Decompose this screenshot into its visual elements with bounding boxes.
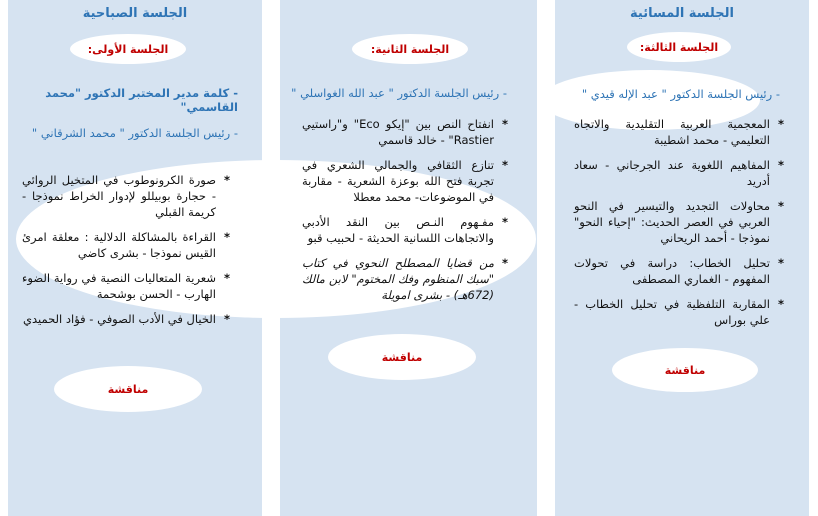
second-talks-list (302, 116, 508, 312)
list-item: * المفاهيم اللغوية عند الجرجاني - سعاد أدريد (574, 157, 784, 189)
list-item: * محاولات التجديد والتيسير في النحو العربي في العصر الحديث: "إحياء النحو" نموذجا - أحمد الريحاني (574, 198, 784, 246)
second-session-oval (352, 34, 468, 64)
list-item: * مفـهوم النـص بين النقد الأدبي والاتجاهات اللسانية الحديثة - لحبيب قبو (302, 214, 508, 246)
discussion-label: مناقشة (664, 363, 706, 377)
third-session-oval (627, 32, 731, 62)
morning-chair: - رئيس الجلسة الدكتور " محمد الشرقاني " (31, 126, 238, 140)
discussion-label: مناقشة (381, 350, 423, 364)
list-item: * المقاربة التلفظية في تحليل الخطاب - علي بوراس (574, 296, 784, 328)
first-session-oval (70, 34, 186, 64)
evening-chair: - رئيس الجلسة الدكتور " عبد الإله قيدي " (581, 87, 780, 101)
second-chair: - رئيس الجلسة الدكتور " عبد الله الغواسلي " (291, 86, 507, 100)
list-item: * من قضايا المصطلح النحوي في كتاب "سبك المنظوم وفك المختوم" لابن مالك (672هـ) - بشرى امويلة (302, 255, 508, 303)
list-item: * صورة الكرونوطوب في المتخيل الروائي - حجارة بوبيللو لإدوار الخراط نموذجا - كريمة القبلي (22, 172, 230, 220)
morning-talks-list (22, 172, 230, 336)
list-item: * المعجمية العربية التقليدية والاتجاه التعليمي - محمد اشطيبة (574, 116, 784, 148)
second-discussion-oval (328, 334, 476, 380)
morning-session-title: الجلسة الصباحية (82, 6, 188, 21)
list-item: * الخيال في الأدب الصوفي - فؤاد الحميدي (22, 311, 230, 327)
list-item: * انفتاح النص بين "إيكو Eco" و"راستيي Rastier" - خالد قاسمي (302, 116, 508, 148)
morning-discussion-oval (54, 366, 202, 412)
second-session-label: الجلسة الثانية: (370, 42, 450, 56)
list-item: * شعرية المتعاليات النصية في رواية الضوء الهارب - الحسن بوشحمة (22, 270, 230, 302)
list-item: * تنازع الثقافي والجمالي الشعري في تجربة فتح الله بوعزة الشعرية - مقاربة في الموضوعات- محمد معطلا (302, 157, 508, 205)
list-item: * القراءة بالمشاكلة الدلالية : معلقة امرئ القيس نموذجا - بشرى كاضي (22, 229, 230, 261)
first-session-label: الجلسة الأولى: (87, 42, 169, 56)
lab-director-speech: - كلمة مدير المختبر الدكتور "محمد القاسمي" (45, 86, 238, 114)
discussion-label: مناقشة (107, 382, 149, 396)
evening-discussion-oval (612, 348, 758, 392)
list-item: * تحليل الخطاب: دراسة في تحولات المفهوم - الغماري المصطفى (574, 255, 784, 287)
third-session-label: الجلسة الثالثة: (639, 40, 719, 54)
evening-talks-list (574, 116, 784, 337)
evening-session-title: الجلسة المسائية (630, 6, 734, 21)
